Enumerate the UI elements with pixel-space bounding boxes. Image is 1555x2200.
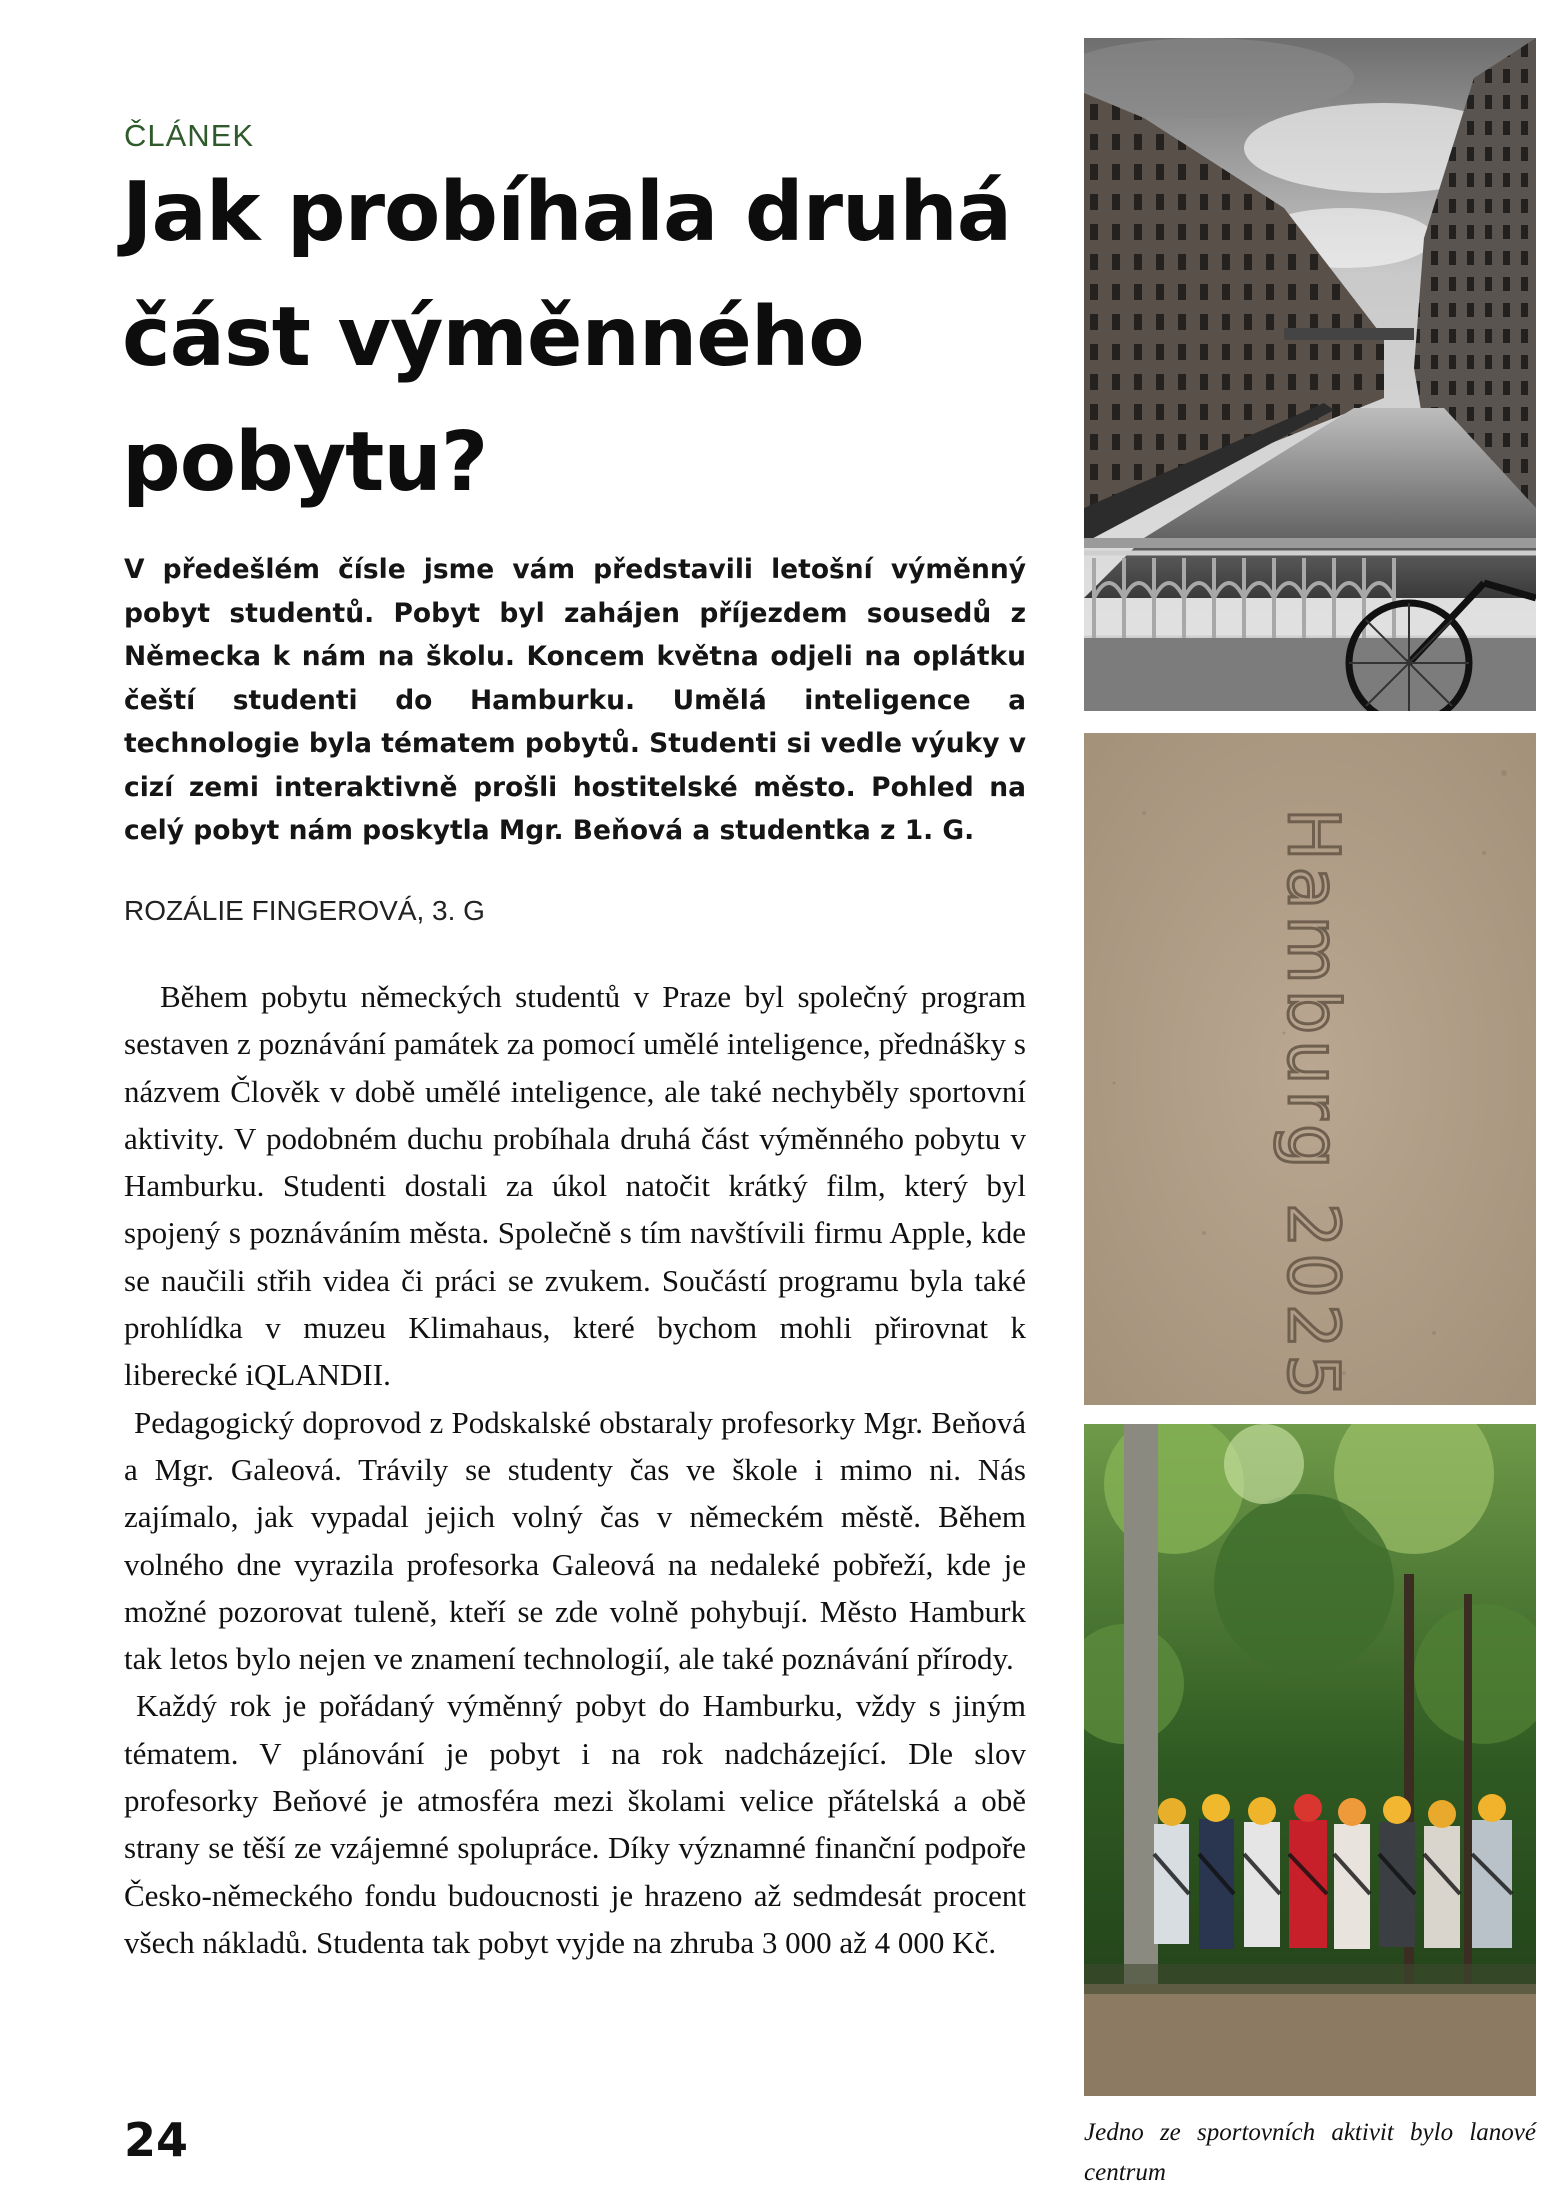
article-lead: V předešlém čísle jsme vám představili letošní výměnný pobyt studentů. Pobyt byl zahájen příjezdem sousedů z Německa k nám na školu. Koncem května odjeli na oplátku čeští studenti do Hamburku. Umělá inteligence a technologie byla tématem pobytů. Studenti si vedle výuky v cizí zemi interaktivně prošli hostitelské město. Pohled na celý pobyt nám poskytla Mgr. Beňová a studentka z 1. G. <box>124 554 1026 846</box>
photo-rope-course <box>1084 1424 1536 2096</box>
article-title: Jak probíhala druhá část výměnného pobytu? <box>122 165 1012 510</box>
article-kicker: ČLÁNEK <box>124 118 255 153</box>
body-paragraph-1: Během pobytu německých studentů v Praze byl společný program sestaven z poznávání památek za pomocí umělé inteligence, přednášky s názvem Člověk v době umělé inteligence, ale také nechyběly sportovní aktivity. V podobném duchu probíhala druhá část výměnného pobytu v Hamburku. Studenti dostali za úkol natočit krátký film, který byl spojený s poznáváním města. Společně s tím navštívili firmu Apple, kde se naučili střih videa či práci se zvukem. Součástí programu byla také prohlídka v muzeu Klimahaus, které bychom mohli přirovnat k liberecké iQLANDII. <box>124 979 1026 1393</box>
article-body <box>124 973 1026 1966</box>
body-paragraph-3: Každý rok je pořádaný výměnný pobyt do Hamburku, vždy s jiným tématem. V plánování je pobyt i na rok nadcházející. Dle slov profesorky Beňové je atmosféra mezi školami velice přátelská a obě strany se těší ze vzájemné spolupráce. Díky významné finanční podpoře Česko-německého fondu budoucnosti je hrazeno až sedmdesát procent všech nákladů. Studenta tak pobyt vyjde na zhruba 3 000 až 4 000 Kč. <box>124 1688 1026 1960</box>
photo-caption: Jedno ze sportovních aktivit bylo lanové centrum <box>1084 2119 1536 2186</box>
photo-sand-writing <box>1084 733 1536 1405</box>
page-number: 24 <box>124 2113 189 2167</box>
article-author: ROZÁLIE FINGEROVÁ, 3. G <box>124 895 485 926</box>
photo-hamburg-canal <box>1084 38 1536 711</box>
sand-writing: Hamburg 2025 <box>1272 808 1354 1405</box>
body-paragraph-2: Pedagogický doprovod z Podskalské obstaraly profesorky Mgr. Beňová a Mgr. Galeová. Trávily se studenty čas ve škole i mimo ni. Nás zajímalo, jak vypadal jejich volný čas v německém městě. Během volného dne vyrazila profesorka Galeová na nedaleké pobřeží, kde je možné pozorovat tuleně, kteří se zde volně pohybují. Město Hamburk tak letos bylo nejen ve znamení technologií, ale také poznávání přírody. <box>124 1404 1026 1677</box>
